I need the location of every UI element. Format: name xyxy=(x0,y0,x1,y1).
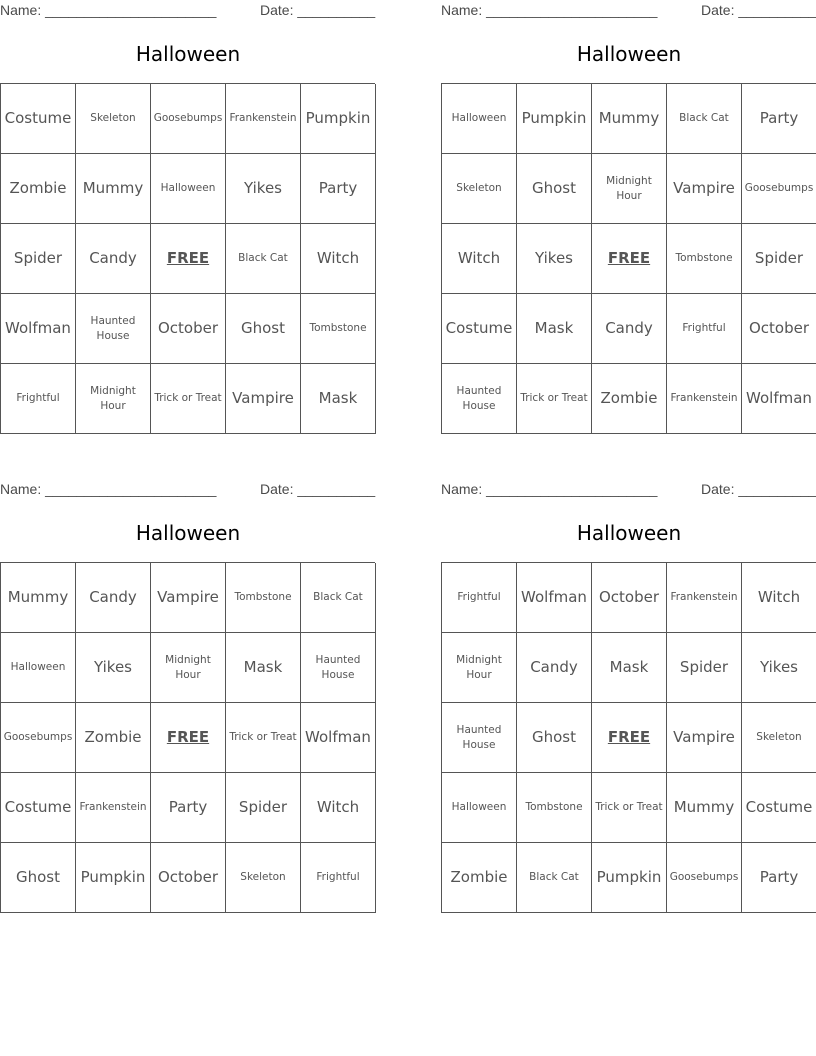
bingo-cell: Witch xyxy=(742,563,816,633)
bingo-grid xyxy=(0,83,375,434)
bingo-cell: Goosebumps xyxy=(1,703,76,773)
name-field[interactable]: Name: ______________________ xyxy=(0,481,217,497)
bingo-cell: Halloween xyxy=(1,633,76,703)
bingo-cell: Haunted House xyxy=(442,364,517,434)
bingo-cell: Skeleton xyxy=(76,84,151,154)
name-field[interactable]: Name: ______________________ xyxy=(0,2,217,18)
bingo-grid xyxy=(441,562,816,913)
bingo-cell: Wolfman xyxy=(742,364,816,434)
bingo-cell: Ghost xyxy=(517,703,592,773)
card-title: Halloween xyxy=(135,521,241,545)
bingo-card-3 xyxy=(0,479,376,887)
bingo-cell: Tombstone xyxy=(301,294,376,364)
bingo-cell: Witch xyxy=(442,224,517,294)
bingo-cell: Black Cat xyxy=(667,84,742,154)
bingo-cell: Frightful xyxy=(442,563,517,633)
bingo-cell: Trick or Treat xyxy=(226,703,301,773)
bingo-cell: Mask xyxy=(226,633,301,703)
bingo-cell: Party xyxy=(742,84,816,154)
bingo-cell: Haunted House xyxy=(76,294,151,364)
bingo-cell: Candy xyxy=(76,563,151,633)
bingo-cell: Trick or Treat xyxy=(151,364,226,434)
bingo-cell: Mummy xyxy=(1,563,76,633)
bingo-cell: Black Cat xyxy=(226,224,301,294)
bingo-cell: Pumpkin xyxy=(76,843,151,913)
bingo-cell: Party xyxy=(151,773,226,843)
bingo-cell: Frankenstein xyxy=(226,84,301,154)
bingo-cell: Vampire xyxy=(151,563,226,633)
bingo-cell: Costume xyxy=(1,773,76,843)
date-field[interactable]: Date: __________ xyxy=(701,481,816,497)
bingo-cell: Spider xyxy=(226,773,301,843)
bingo-cell: Vampire xyxy=(226,364,301,434)
bingo-cell: Mummy xyxy=(667,773,742,843)
bingo-cell: Tombstone xyxy=(667,224,742,294)
bingo-cell: Tombstone xyxy=(226,563,301,633)
free-space-cell: FREE xyxy=(151,703,226,773)
free-space-cell: FREE xyxy=(592,224,667,294)
bingo-grid xyxy=(0,562,375,913)
free-space-cell: FREE xyxy=(151,224,226,294)
bingo-cell: Ghost xyxy=(226,294,301,364)
bingo-cell: Witch xyxy=(301,224,376,294)
bingo-cell: Halloween xyxy=(442,84,517,154)
bingo-cell: Candy xyxy=(76,224,151,294)
date-field[interactable]: Date: __________ xyxy=(260,2,376,18)
bingo-cell: Costume xyxy=(1,84,76,154)
bingo-grid xyxy=(441,83,816,434)
bingo-cell: Mummy xyxy=(76,154,151,224)
bingo-cell: Midnight Hour xyxy=(442,633,517,703)
bingo-cell: Black Cat xyxy=(301,563,376,633)
bingo-cell: Wolfman xyxy=(1,294,76,364)
bingo-cell: Black Cat xyxy=(517,843,592,913)
bingo-cell: Candy xyxy=(517,633,592,703)
bingo-cell: Pumpkin xyxy=(517,84,592,154)
bingo-cell: Goosebumps xyxy=(151,84,226,154)
bingo-cell: Yikes xyxy=(76,633,151,703)
bingo-cell: Witch xyxy=(301,773,376,843)
bingo-cell: Costume xyxy=(742,773,816,843)
card-title: Halloween xyxy=(576,42,682,66)
bingo-cell: Party xyxy=(742,843,816,913)
bingo-cell: Frankenstein xyxy=(667,364,742,434)
bingo-cell: Spider xyxy=(667,633,742,703)
bingo-cell: Mask xyxy=(592,633,667,703)
bingo-cell: Zombie xyxy=(1,154,76,224)
bingo-cell: Ghost xyxy=(517,154,592,224)
bingo-cell: Costume xyxy=(442,294,517,364)
bingo-cell: Skeleton xyxy=(742,703,816,773)
card-title: Halloween xyxy=(576,521,682,545)
bingo-cell: Spider xyxy=(1,224,76,294)
bingo-cell: Wolfman xyxy=(301,703,376,773)
bingo-card-1 xyxy=(0,0,376,412)
name-field[interactable]: Name: ______________________ xyxy=(441,2,658,18)
bingo-cell: Mummy xyxy=(592,84,667,154)
bingo-cell: Frankenstein xyxy=(667,563,742,633)
bingo-cell: Frightful xyxy=(1,364,76,434)
bingo-cell: Spider xyxy=(742,224,816,294)
date-field[interactable]: Date: __________ xyxy=(260,481,376,497)
bingo-cell: Halloween xyxy=(151,154,226,224)
bingo-cell: Zombie xyxy=(76,703,151,773)
bingo-card-2 xyxy=(441,0,816,412)
bingo-cell: Midnight Hour xyxy=(151,633,226,703)
bingo-cell: Tombstone xyxy=(517,773,592,843)
bingo-cell: Halloween xyxy=(442,773,517,843)
bingo-cell: Party xyxy=(301,154,376,224)
bingo-cell: Zombie xyxy=(442,843,517,913)
bingo-cell: Goosebumps xyxy=(742,154,816,224)
free-space-cell: FREE xyxy=(592,703,667,773)
bingo-card-4 xyxy=(441,479,816,887)
bingo-cell: Vampire xyxy=(667,154,742,224)
bingo-cell: October xyxy=(151,843,226,913)
bingo-cell: October xyxy=(592,563,667,633)
bingo-cell: Vampire xyxy=(667,703,742,773)
bingo-cell: Yikes xyxy=(517,224,592,294)
bingo-cell: Skeleton xyxy=(226,843,301,913)
bingo-cell: Mask xyxy=(301,364,376,434)
bingo-cell: Yikes xyxy=(742,633,816,703)
bingo-cell: Ghost xyxy=(1,843,76,913)
bingo-cell: Midnight Hour xyxy=(76,364,151,434)
bingo-cell: October xyxy=(151,294,226,364)
bingo-cell: October xyxy=(742,294,816,364)
bingo-cell: Yikes xyxy=(226,154,301,224)
bingo-cell: Skeleton xyxy=(442,154,517,224)
card-title: Halloween xyxy=(135,42,241,66)
bingo-cell: Mask xyxy=(517,294,592,364)
name-field[interactable]: Name: ______________________ xyxy=(441,481,658,497)
bingo-cell: Midnight Hour xyxy=(592,154,667,224)
bingo-cell: Haunted House xyxy=(442,703,517,773)
bingo-cell: Trick or Treat xyxy=(517,364,592,434)
date-field[interactable]: Date: __________ xyxy=(701,2,816,18)
bingo-cell: Frightful xyxy=(301,843,376,913)
bingo-cell: Wolfman xyxy=(517,563,592,633)
bingo-cell: Frankenstein xyxy=(76,773,151,843)
bingo-cell: Zombie xyxy=(592,364,667,434)
bingo-cell: Candy xyxy=(592,294,667,364)
bingo-cell: Goosebumps xyxy=(667,843,742,913)
bingo-cell: Haunted House xyxy=(301,633,376,703)
bingo-cell: Pumpkin xyxy=(301,84,376,154)
bingo-cell: Frightful xyxy=(667,294,742,364)
bingo-cell: Trick or Treat xyxy=(592,773,667,843)
bingo-cell: Pumpkin xyxy=(592,843,667,913)
